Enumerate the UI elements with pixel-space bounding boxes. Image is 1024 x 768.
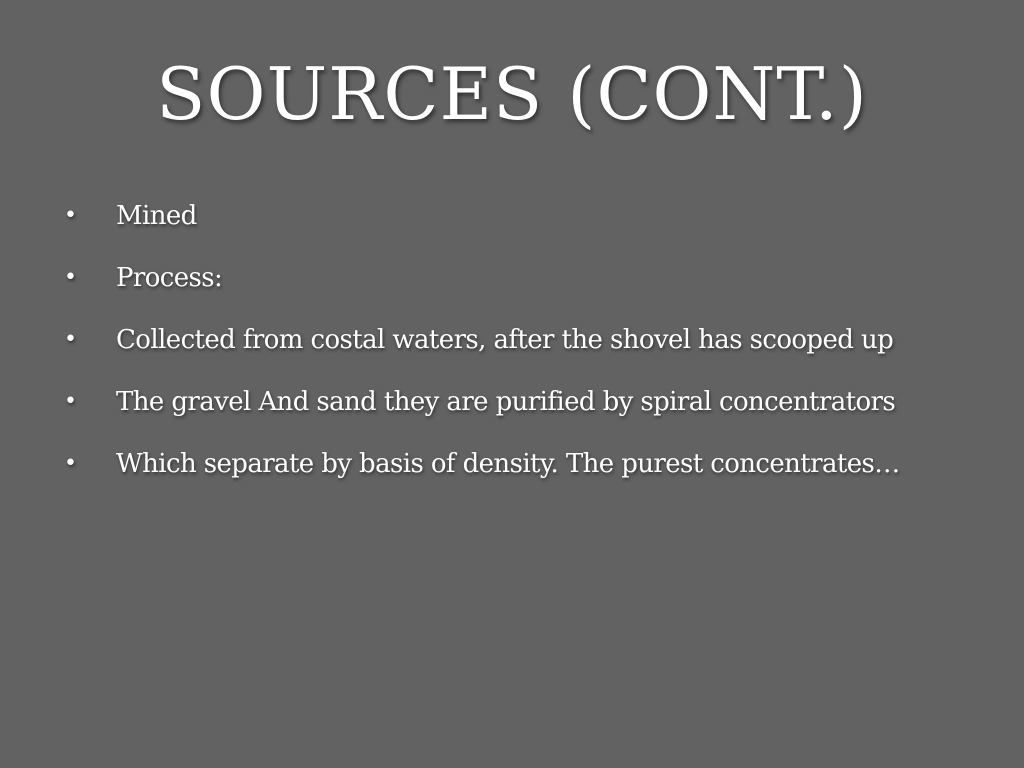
bullet-icon: • (64, 451, 77, 476)
list-item (0, 382, 1024, 444)
bullet-text: Mined (116, 201, 197, 231)
bullet-icon: • (64, 389, 77, 414)
list-item (0, 444, 1024, 506)
bullet-list (0, 196, 1024, 506)
list-item (0, 258, 1024, 320)
bullet-text: Collected from costal waters, after the shovel has scooped up (116, 325, 894, 355)
slide-title: SOURCES (CONT.) (156, 52, 868, 136)
bullet-icon: • (64, 327, 77, 352)
bullet-icon: • (64, 265, 77, 290)
list-item (0, 196, 1024, 258)
bullet-text: Which separate by basis of density. The purest concentrates… (116, 449, 900, 479)
list-item (0, 320, 1024, 382)
bullet-text: The gravel And sand they are purified by spiral concentrators (116, 387, 896, 417)
bullet-text: Process: (116, 263, 223, 293)
bullet-icon: • (64, 203, 77, 228)
